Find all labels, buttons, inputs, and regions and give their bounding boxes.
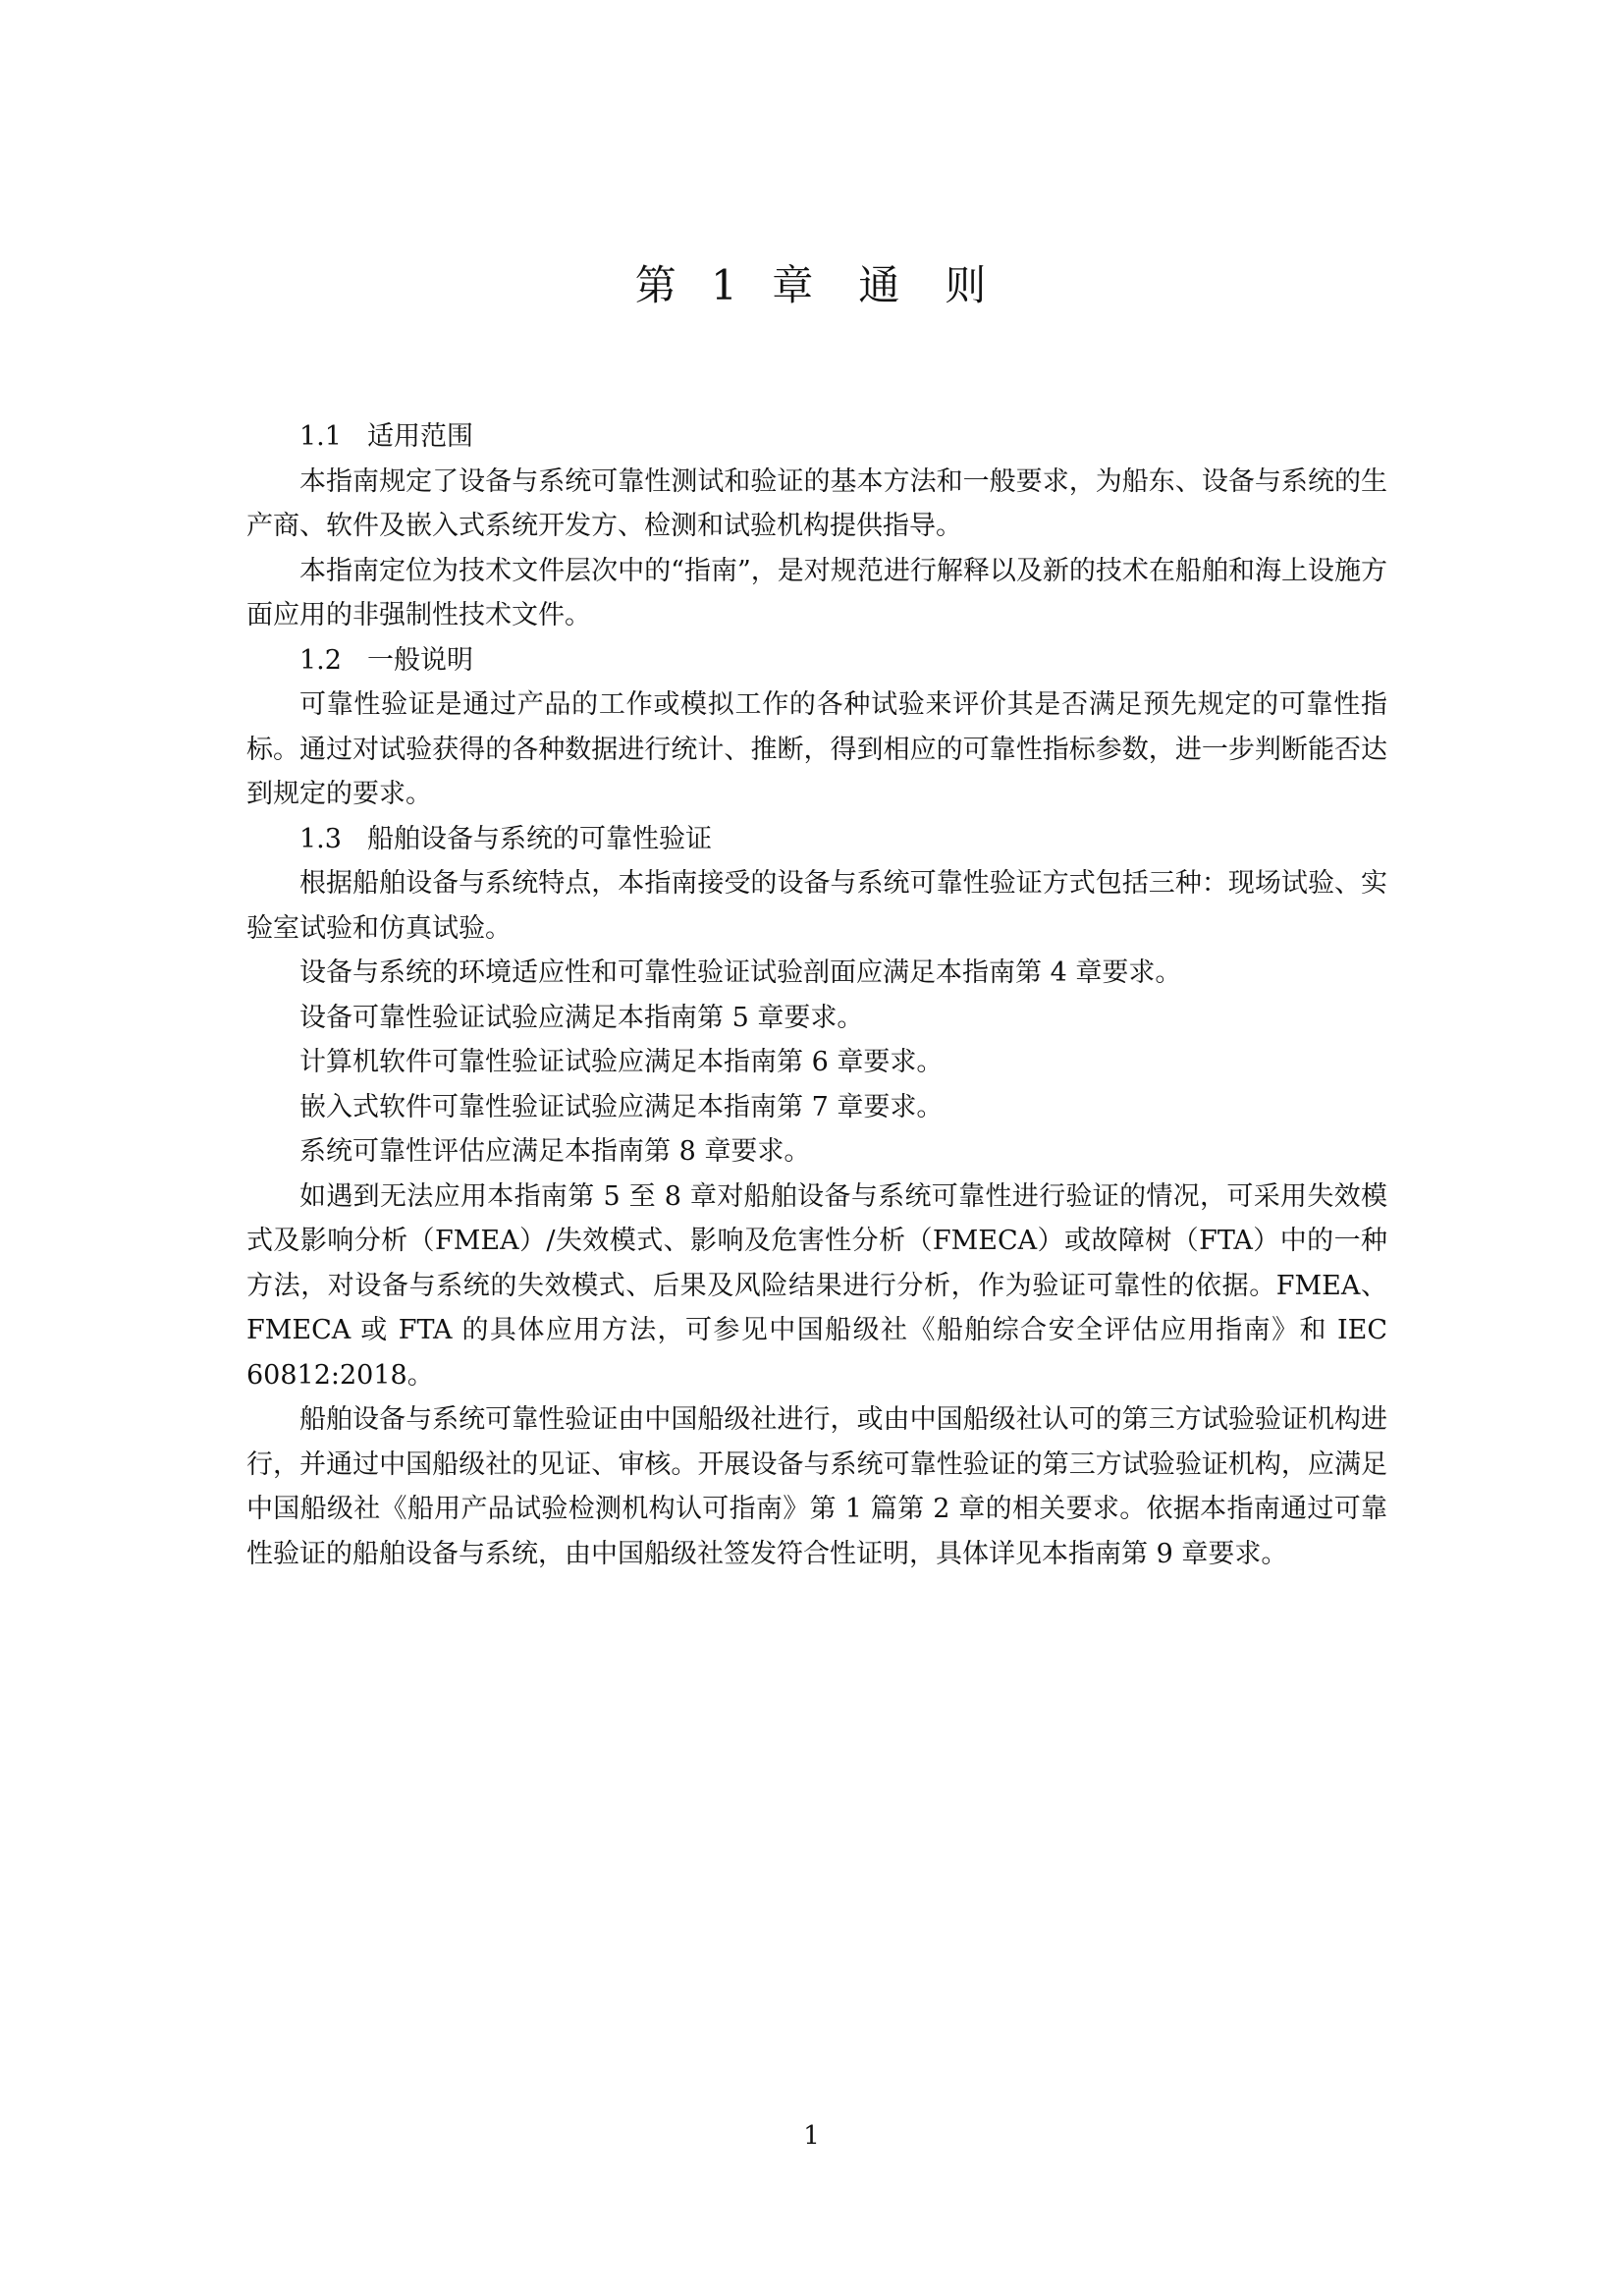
paragraph: 设备与系统的环境适应性和可靠性验证试验剖面应满足本指南第 4 章要求。 (299, 957, 1182, 988)
section-number: 1.1 (299, 421, 342, 452)
paragraph: 根据船舶设备与系统特点，本指南接受的设备与系统可靠性验证方式包括三种：现场试验、实验室试验和仿真试验。 (246, 868, 1387, 944)
document-body (246, 414, 1387, 1576)
section-number: 1.3 (299, 823, 342, 854)
section-heading (246, 414, 1387, 460)
paragraph: 设备可靠性验证试验应满足本指南第 5 章要求。 (299, 1002, 864, 1033)
section-title: 适用范围 (366, 421, 473, 452)
section-title: 船舶设备与系统的可靠性验证 (366, 823, 712, 854)
section-number: 1.2 (299, 644, 342, 676)
page-number: 1 (803, 2121, 820, 2151)
section-heading (246, 817, 1387, 862)
paragraph: 系统可靠性评估应满足本指南第 8 章要求。 (299, 1136, 811, 1167)
chapter-title: 第 1 章 通 则 (634, 261, 989, 309)
paragraph: 本指南规定了设备与系统可靠性测试和验证的基本方法和一般要求，为船东、设备与系统的生产商、软件及嵌入式系统开发方、检测和试验机构提供指导。 (246, 465, 1387, 541)
paragraph: 嵌入式软件可靠性验证试验应满足本指南第 7 章要求。 (299, 1091, 944, 1122)
paragraph: 如遇到无法应用本指南第 5 至 8 章对船舶设备与系统可靠性进行验证的情况，可采用失效模式及影响分析（FMEA）/失效模式、影响及危害性分析（FMECA）或故障树（FTA）中的一种方法，对设备与系统的失效模式、后果及风险结果进行分析，作为验证可靠性的依据。FMEA、FMECA 或 FTA 的具体应用方法，可参见中国船级社《船舶综合安全评估应用指南》和 IEC 60812:2018。 (246, 1180, 1387, 1391)
paragraph: 本指南定位为技术文件层次中的“指南”，是对规范进行解释以及新的技术在船舶和海上设施方面应用的非强制性技术文件。 (246, 555, 1387, 630)
paragraph: 可靠性验证是通过产品的工作或模拟工作的各种试验来评价其是否满足预先规定的可靠性指标。通过对试验获得的各种数据进行统计、推断，得到相应的可靠性指标参数，进一步判断能否达到规定的要求。 (246, 689, 1387, 809)
section-heading (246, 638, 1387, 683)
section-title: 一般说明 (366, 644, 473, 676)
paragraph: 计算机软件可靠性验证试验应满足本指南第 6 章要求。 (299, 1047, 944, 1077)
paragraph: 船舶设备与系统可靠性验证由中国船级社进行，或由中国船级社认可的第三方试验验证机构进行，并通过中国船级社的见证、审核。开展设备与系统可靠性验证的第三方试验验证机构，应满足中国船级社《船用产品试验检测机构认可指南》第 1 篇第 2 章的相关要求。依据本指南通过可靠性验证的船舶设备与系统，由中国船级社签发符合性证明，具体详见本指南第 9 章要求。 (246, 1404, 1387, 1569)
